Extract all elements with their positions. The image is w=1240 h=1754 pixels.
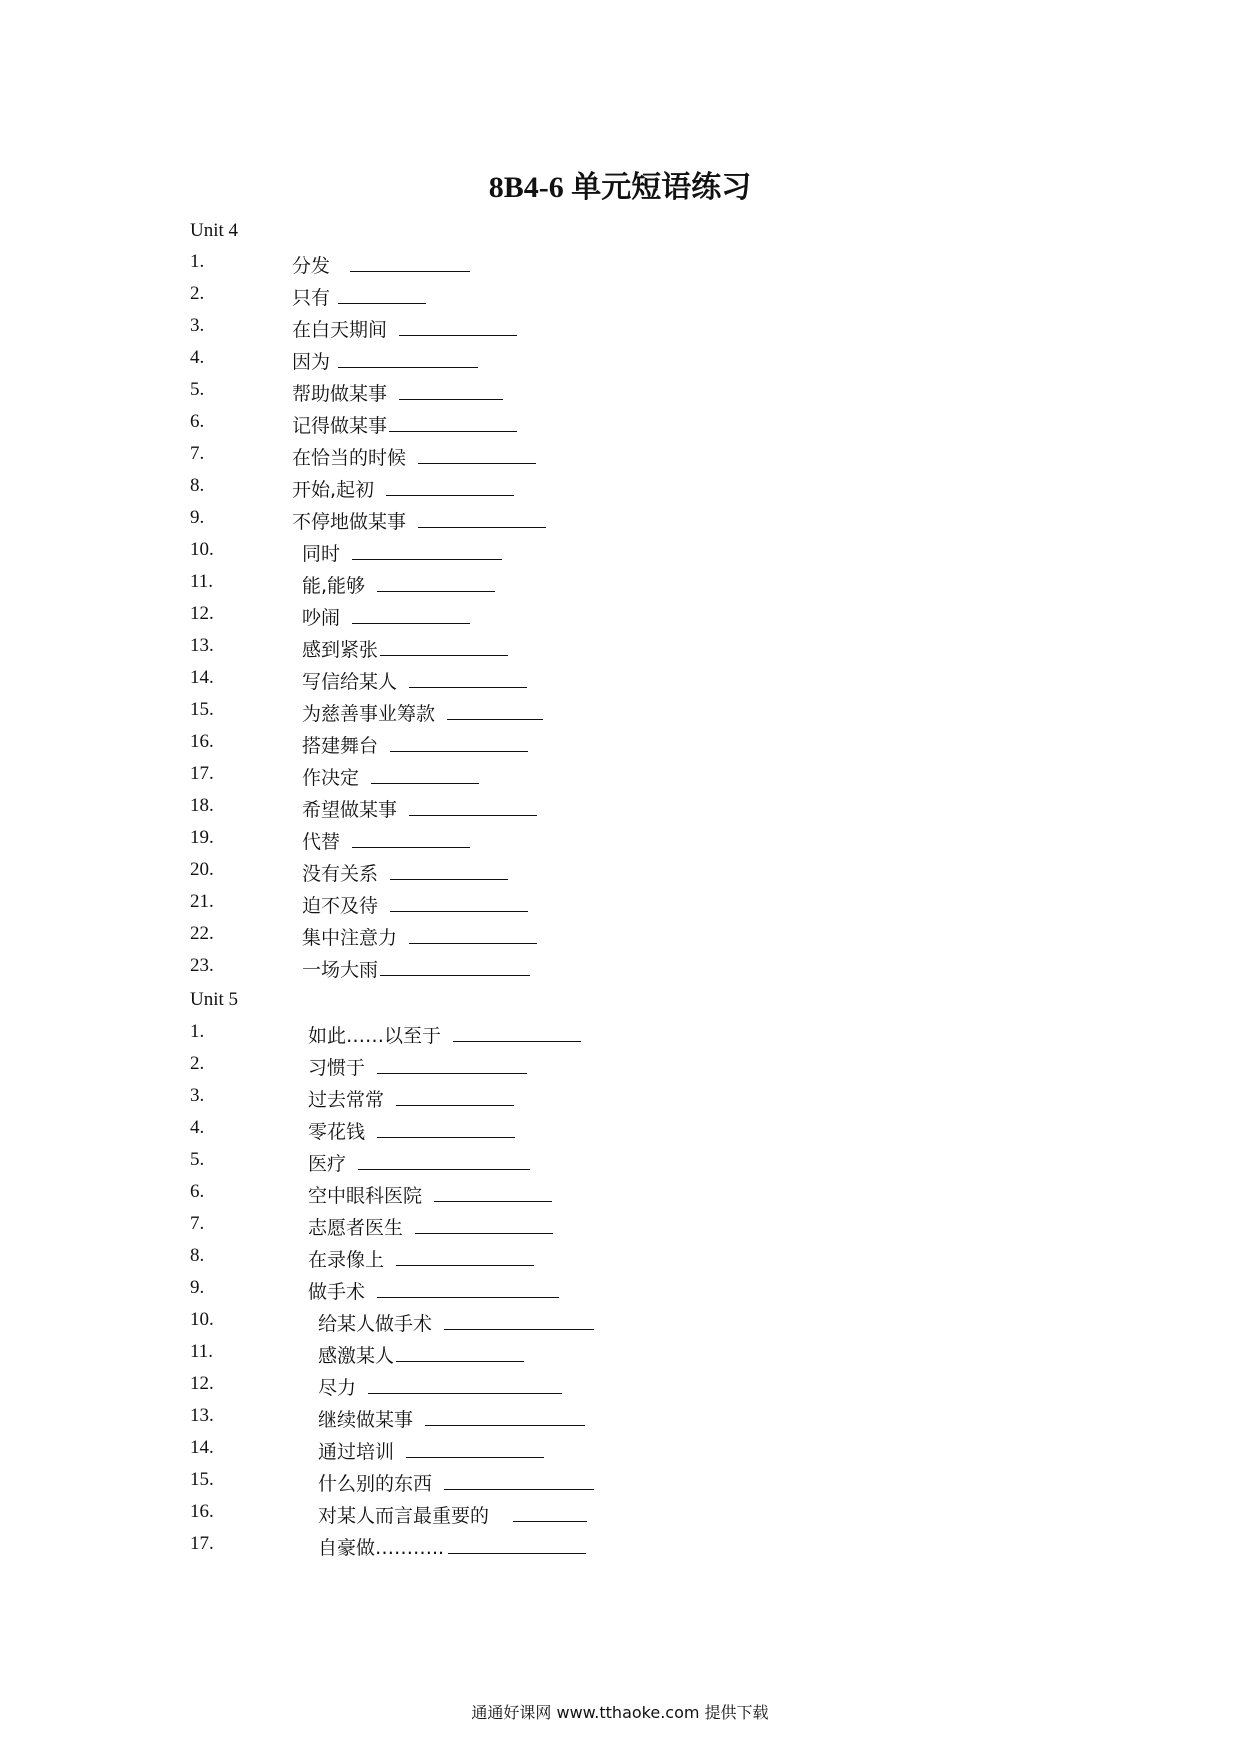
item-number: 14.: [190, 667, 214, 688]
answer-blank[interactable]: [358, 1151, 530, 1170]
item-number: 13.: [190, 1405, 214, 1426]
item-number: 7.: [190, 443, 205, 464]
answer-blank[interactable]: [447, 701, 543, 720]
answer-blank[interactable]: [352, 541, 502, 560]
phrase-text: 感激某人: [318, 1345, 395, 1367]
answer-blank[interactable]: [352, 605, 470, 624]
answer-blank[interactable]: [425, 1407, 585, 1426]
phrase-text: 志愿者医生: [308, 1217, 404, 1239]
phrase-text: 代替: [302, 831, 341, 853]
phrase-text: 对某人而言最重要的: [318, 1505, 490, 1527]
item-number: 5.: [190, 379, 205, 400]
item-number: 3.: [190, 315, 205, 336]
phrase-text: 感到紧张: [302, 639, 379, 661]
phrase-text: 因为: [292, 351, 331, 373]
answer-blank[interactable]: [415, 1215, 553, 1234]
phrase-text: 记得做某事: [292, 415, 388, 437]
answer-blank[interactable]: [371, 765, 479, 784]
answer-blank[interactable]: [390, 733, 528, 752]
phrase-text: 自豪做………..: [318, 1537, 445, 1559]
answer-blank[interactable]: [396, 1087, 514, 1106]
answer-blank[interactable]: [390, 893, 528, 912]
answer-blank[interactable]: [377, 1119, 515, 1138]
item-number: 6.: [190, 1181, 205, 1202]
answer-blank[interactable]: [399, 317, 517, 336]
item-number: 22.: [190, 923, 214, 944]
answer-blank[interactable]: [409, 925, 537, 944]
item-number: 5.: [190, 1149, 205, 1170]
answer-blank[interactable]: [377, 1055, 527, 1074]
phrase-text: 帮助做某事: [292, 383, 388, 405]
phrase-text: 继续做某事: [318, 1409, 414, 1431]
item-number: 23.: [190, 955, 214, 976]
phrase-text: 习惯于: [308, 1057, 366, 1079]
item-number: 2.: [190, 1053, 205, 1074]
item-number: 14.: [190, 1437, 214, 1458]
phrase-text: 给某人做手术: [318, 1313, 433, 1335]
item-number: 12.: [190, 1373, 214, 1394]
item-number: 16.: [190, 731, 214, 752]
phrase-text: 开始,起初: [292, 479, 375, 501]
answer-blank[interactable]: [352, 829, 470, 848]
answer-blank[interactable]: [406, 1439, 544, 1458]
phrase-text: 尽力: [318, 1377, 357, 1399]
item-number: 1.: [190, 1021, 205, 1042]
phrase-text: 吵闹: [302, 607, 341, 629]
phrase-text: 分发: [292, 255, 331, 277]
phrase-text: 集中注意力: [302, 927, 398, 949]
answer-blank[interactable]: [396, 1247, 534, 1266]
phrase-text: 在白天期间: [292, 319, 388, 341]
answer-blank[interactable]: [453, 1023, 581, 1042]
phrase-text: 不停地做某事: [292, 511, 407, 533]
item-number: 9.: [190, 1277, 205, 1298]
answer-blank[interactable]: [368, 1375, 562, 1394]
answer-blank[interactable]: [386, 477, 514, 496]
item-number: 15.: [190, 1469, 214, 1490]
phrase-text: 作决定: [302, 767, 360, 789]
phrase-text: 为慈善事业筹款: [302, 703, 436, 725]
item-number: 12.: [190, 603, 214, 624]
phrase-text: 同时: [302, 543, 341, 565]
item-number: 21.: [190, 891, 214, 912]
footer: 通通好课网 www.tthaoke.com 提供下载: [471, 1703, 769, 1722]
answer-blank[interactable]: [444, 1311, 594, 1330]
item-number: 11.: [190, 1341, 214, 1362]
phrase-text: 一场大雨: [302, 959, 379, 981]
answer-blank[interactable]: [409, 797, 537, 816]
answer-blank[interactable]: [380, 637, 508, 656]
answer-blank[interactable]: [377, 573, 495, 592]
item-number: 9.: [190, 507, 205, 528]
item-number: 6.: [190, 411, 205, 432]
item-number: 15.: [190, 699, 214, 720]
item-number: 4.: [190, 1117, 205, 1138]
phrase-text: 迫不及待: [302, 895, 379, 917]
answer-blank[interactable]: [338, 349, 478, 368]
answer-blank[interactable]: [380, 957, 530, 976]
answer-blank[interactable]: [396, 1343, 524, 1362]
answer-blank[interactable]: [444, 1471, 594, 1490]
item-number: 11.: [190, 571, 214, 592]
item-number: 2.: [190, 283, 205, 304]
page-title: 8B4-6 单元短语练习: [488, 171, 752, 204]
answer-blank[interactable]: [418, 509, 546, 528]
phrase-text: 空中眼科医院: [308, 1185, 423, 1207]
answer-blank[interactable]: [390, 861, 508, 880]
item-number: 10.: [190, 1309, 214, 1330]
item-number: 17.: [190, 1533, 214, 1554]
section-heading-unit5: Unit 5: [190, 989, 239, 1010]
item-number: 18.: [190, 795, 214, 816]
answer-blank[interactable]: [418, 445, 536, 464]
answer-blank[interactable]: [434, 1183, 552, 1202]
phrase-text: 没有关系: [302, 863, 379, 885]
answer-blank[interactable]: [377, 1279, 559, 1298]
item-number: 16.: [190, 1501, 214, 1522]
phrase-text: 医疗: [308, 1153, 347, 1175]
answer-blank[interactable]: [399, 381, 503, 400]
answer-blank[interactable]: [409, 669, 527, 688]
section-heading-unit4: Unit 4: [190, 220, 239, 241]
item-number: 17.: [190, 763, 214, 784]
answer-blank[interactable]: [338, 285, 426, 304]
phrase-text: 通过培训: [318, 1441, 395, 1463]
phrase-text: 写信给某人: [302, 671, 398, 693]
answer-blank[interactable]: [448, 1535, 586, 1554]
answer-blank[interactable]: [350, 253, 470, 272]
answer-blank[interactable]: [389, 413, 517, 432]
answer-blank[interactable]: [513, 1503, 587, 1522]
item-number: 7.: [190, 1213, 205, 1234]
item-number: 8.: [190, 1245, 205, 1266]
phrase-text: 做手术: [308, 1281, 366, 1303]
phrase-text: 搭建舞台: [302, 735, 379, 757]
item-number: 13.: [190, 635, 214, 656]
item-number: 3.: [190, 1085, 205, 1106]
item-number: 1.: [190, 251, 205, 272]
phrase-text: 在录像上: [308, 1249, 385, 1271]
phrase-text: 过去常常: [308, 1089, 385, 1111]
phrase-text: 在恰当的时候: [292, 447, 407, 469]
phrase-text: 零花钱: [308, 1121, 366, 1143]
phrase-text: 什么别的东西: [318, 1473, 433, 1495]
item-number: 8.: [190, 475, 205, 496]
item-number: 20.: [190, 859, 214, 880]
phrase-text: 如此……以至于: [308, 1025, 442, 1047]
phrase-text: 希望做某事: [302, 799, 398, 821]
item-number: 10.: [190, 539, 214, 560]
item-number: 19.: [190, 827, 214, 848]
phrase-text: 只有: [292, 287, 331, 309]
item-number: 4.: [190, 347, 205, 368]
phrase-text: 能,能够: [302, 575, 366, 597]
